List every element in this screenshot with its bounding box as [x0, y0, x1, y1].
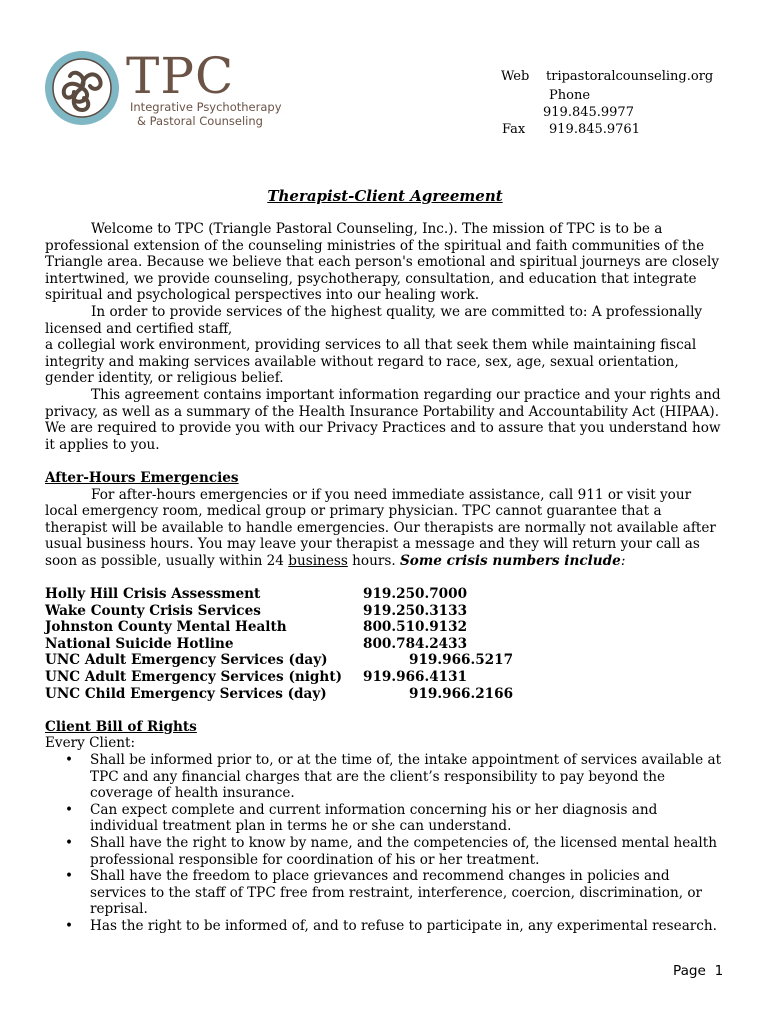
- crisis-row: [45, 669, 725, 686]
- bullet-icon: •: [65, 801, 74, 818]
- bullet-icon: •: [65, 752, 74, 768]
- intro-paragraph-2b: a collegial work environment, providing services to all that seek them while maintaining fiscal integrity and making services available without regard to race, sex, age, sexual orientation, gender identity, or religious belief.: [45, 337, 697, 387]
- list-item: [45, 868, 725, 918]
- crisis-name: Johnston County Mental Health: [45, 619, 287, 636]
- web-label: Web: [501, 69, 530, 84]
- logo-subtitle-line1: Integrative Psychotherapy: [130, 100, 282, 114]
- page-label: Page: [673, 963, 706, 979]
- after-hours-heading: After-Hours Emergencies: [45, 469, 239, 486]
- triskele-logo-icon: [44, 50, 120, 126]
- crisis-number: 919.250.7000: [363, 586, 468, 603]
- page-number-value: 1: [714, 963, 724, 979]
- bullet-icon: •: [65, 917, 74, 934]
- list-item: [45, 918, 725, 935]
- logo-wordmark: TPC: [126, 47, 235, 105]
- crisis-row: [45, 603, 725, 620]
- crisis-row: [45, 636, 725, 653]
- logo-subtitle: [130, 100, 290, 128]
- document-body: [45, 221, 725, 935]
- crisis-name: UNC Adult Emergency Services (night): [45, 669, 343, 686]
- list-item: [45, 752, 725, 802]
- after-hours-paragraph: [45, 487, 725, 570]
- intro-paragraph-2a: In order to provide services of the highest quality, we are committed to: A professionally licensed and certified staff,: [45, 303, 703, 337]
- crisis-row: [45, 586, 725, 603]
- bullet-icon: •: [65, 834, 74, 851]
- tpc-logo: [44, 48, 294, 132]
- contact-info: [470, 68, 740, 138]
- intro-paragraph-3: This agreement contains important information regarding our practice and your rights and privacy, as well as a summary of the Health Insurance Portability and Accountability Act (HIPAA). We are required to provide you with our Privacy Practices and to assure that you understand how it applies to you.: [45, 386, 721, 453]
- business-underlined: business: [288, 552, 348, 569]
- crisis-row: [45, 652, 725, 669]
- crisis-intro: Some crisis numbers include: [399, 552, 621, 569]
- crisis-numbers-list: [45, 586, 725, 702]
- crisis-number: 919.250.3133: [363, 602, 468, 619]
- crisis-row: [45, 619, 725, 636]
- intro-paragraph-1: Welcome to TPC (Triangle Pastoral Counseling, Inc.). The mission of TPC is to be a professional extension of the counseling ministries of the spiritual and faith communities of the Triangle area. Because we believe that each person's emotional and spiritual journeys are closely intertwined, we provide counseling, psychotherapy, consultation, and education that integrate spiritual and psychological perspectives into our healing work.: [45, 221, 720, 304]
- bill-of-rights-lead: Every Client:: [45, 735, 136, 752]
- crisis-number: 800.510.9132: [363, 619, 468, 636]
- list-item: [45, 802, 725, 835]
- fax-label: Fax: [502, 122, 526, 137]
- crisis-number: 800.784.2433: [363, 635, 468, 652]
- list-item: [45, 835, 725, 868]
- after-hours-text-end: hours.: [347, 552, 400, 569]
- bill-of-rights-list: [45, 752, 725, 935]
- crisis-name: UNC Adult Emergency Services (day): [45, 652, 328, 669]
- list-item-text: Shall be informed prior to, or at the time of, the intake appointment of services available at TPC and any financial charges that are the client’s responsibility to pay beyond the coverage of health insurance.: [90, 752, 722, 802]
- list-item-text: Has the right to be informed of, and to refuse to participate in, any experimental research.: [90, 917, 717, 934]
- bullet-icon: •: [65, 868, 74, 885]
- web-value[interactable]: tripastoralcounseling.org: [546, 69, 714, 84]
- bill-of-rights-heading: Client Bill of Rights: [45, 718, 197, 735]
- phone-label: Phone: [549, 88, 591, 103]
- crisis-intro-colon: :: [620, 552, 626, 569]
- crisis-name: Holly Hill Crisis Assessment: [45, 586, 261, 603]
- crisis-name: UNC Child Emergency Services (day): [45, 685, 327, 702]
- crisis-number: 919.966.2166: [409, 685, 514, 702]
- crisis-name: Wake County Crisis Services: [45, 602, 261, 619]
- crisis-name: National Suicide Hotline: [45, 635, 234, 652]
- crisis-number: 919.966.5217: [409, 652, 514, 669]
- phone-value: 919.845.9977: [543, 105, 634, 120]
- page-number: [673, 963, 723, 979]
- fax-value: 919.845.9761: [549, 122, 640, 137]
- logo-subtitle-line2: & Pastoral Counseling: [137, 114, 263, 128]
- crisis-number: 919.966.4131: [363, 669, 468, 686]
- list-item-text: Shall have the right to know by name, and the competencies of, the licensed mental health professional responsible for coordination of his or her treatment.: [90, 834, 717, 868]
- list-item-text: Can expect complete and current information concerning his or her diagnosis and individual treatment plan in terms he or she can understand.: [90, 801, 658, 835]
- document-title: Therapist-Client Agreement: [267, 187, 503, 205]
- crisis-row: [45, 686, 725, 703]
- after-hours-text: For after-hours emergencies or if you need immediate assistance, call 911 or visit your local emergency room, medical group or primary physician. TPC cannot guarantee that a therapist will be available to handle emergencies. Our therapists are normally not available after usual business hours. You may leave your therapist a message and they will return your call as soon as possible, usually within 24: [45, 486, 716, 569]
- list-item-text: Shall have the freedom to place grievances and recommend changes in policies and services to the staff of TPC free from restraint, interference, coercion, discrimination, or reprisal.: [90, 868, 703, 918]
